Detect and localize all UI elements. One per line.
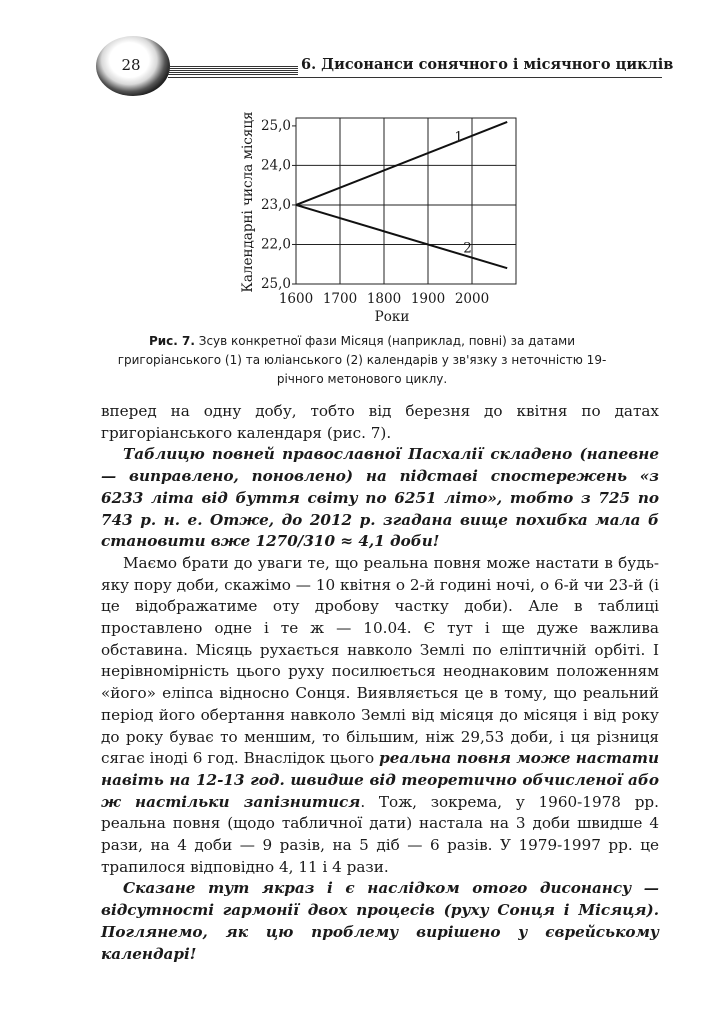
- series-label-2: 2: [463, 240, 472, 257]
- page-number: 28: [121, 56, 141, 74]
- header-rule: [168, 77, 662, 78]
- running-title: 6. Дисонанси сонячного і місячного циклів: [301, 56, 674, 73]
- x-axis-label: Роки: [374, 309, 410, 325]
- caption-label: Рис. 7.: [148, 334, 195, 348]
- paragraph-3-part-c: . Тож, зокрема, у 1960-1978 рр. реальна повня (щодо табличної дати) настала на 3 доби швидше 4 рази, на 4 доби — 9 разів, на 5 діб — 6 разів. У 1979-1997 рр. це трапилося відповідно 4, 11 і 4 рази.: [101, 792, 659, 876]
- series-line-1: [296, 122, 507, 205]
- y-tick-label: 25,0: [260, 276, 291, 292]
- x-tick-label: 1700: [322, 291, 358, 307]
- x-tick-label: 2000: [454, 291, 490, 307]
- y-tick-label: 25,0: [260, 117, 291, 134]
- paragraph-3: [101, 553, 659, 879]
- paragraph-3-emphasis: реальна повня може настати навіть на 12-13 год. швидше від теоретично обчисленої або ж настільки запізнитися: [101, 749, 659, 811]
- y-tick-label: 23,0: [260, 196, 291, 213]
- page-header: [96, 36, 674, 96]
- y-axis-label: Календарні числа місяця: [240, 111, 256, 293]
- series-label-1: 1: [454, 129, 463, 146]
- y-tick-label: 22,0: [260, 236, 291, 253]
- paragraph-3-part-a: Маємо брати до уваги те, що реальна повня може настати в будь-яку пору доби, скажімо — 10 квітня о 2-й годині ночі, о 6-й чи 23-й (і це відображатиме оту дробову частку доби). Але в таблиці проставлено одне і те ж — 10.04. Є тут і ще дуже важлива обставина. Місяць рухається навколо Землі по еліптичній орбіті. І нерівномірність цього руху посилюється неоднаковим положенням «його» еліпса відносно Сонця. Виявляється це в тому, що реальний період його обертання навколо Землі від місяця до місяця і від року до року буває то меншим, то більшим, ніж 29,53 доби, і ця різниця сягає іноді 6 год. Внаслідок цього: [101, 553, 659, 768]
- series-line-2: [296, 205, 507, 268]
- chart-svg: [230, 104, 530, 334]
- x-tick-label: 1800: [366, 291, 402, 307]
- x-tick-label: 1600: [278, 291, 314, 307]
- header-decorative-lines: [168, 66, 298, 76]
- figure-chart: [230, 104, 530, 334]
- x-tick-label: 1900: [410, 291, 446, 307]
- body-text: [101, 401, 659, 965]
- paragraph-1: вперед на одну добу, тобто від березня до квітня по датах григоріанського календаря (рис. 7).: [101, 402, 659, 442]
- chart-frame: [296, 118, 516, 284]
- paragraph-4: Сказане тут якраз і є наслідком отого дисонансу — відсутності гармонії двох процесів (руху Сонця і Місяця). Поглянемо, як цю проблему вирішено у єврейському календарі!: [101, 879, 659, 963]
- y-tick-label: 24,0: [260, 157, 291, 174]
- figure-caption: [110, 332, 614, 389]
- paragraph-2: Таблицю повней православної Пасхалії складено (напевне — виправлено, поновлено) на підставі спостережень «з 6233 літа від буття світу по 6251 літо», тобто з 725 по 743 р. н. е. Отже, до 2012 р. згадана вище похибка мала б становити вже 1270/310 ≈ 4,1 доби!: [101, 445, 659, 551]
- caption-text: Зсув конкретної фази Місяця (наприклад, повні) за датами григоріанського (1) та юліанського (2) календарів у зв'язку з неточністю 19-річного метонового циклу.: [117, 334, 607, 386]
